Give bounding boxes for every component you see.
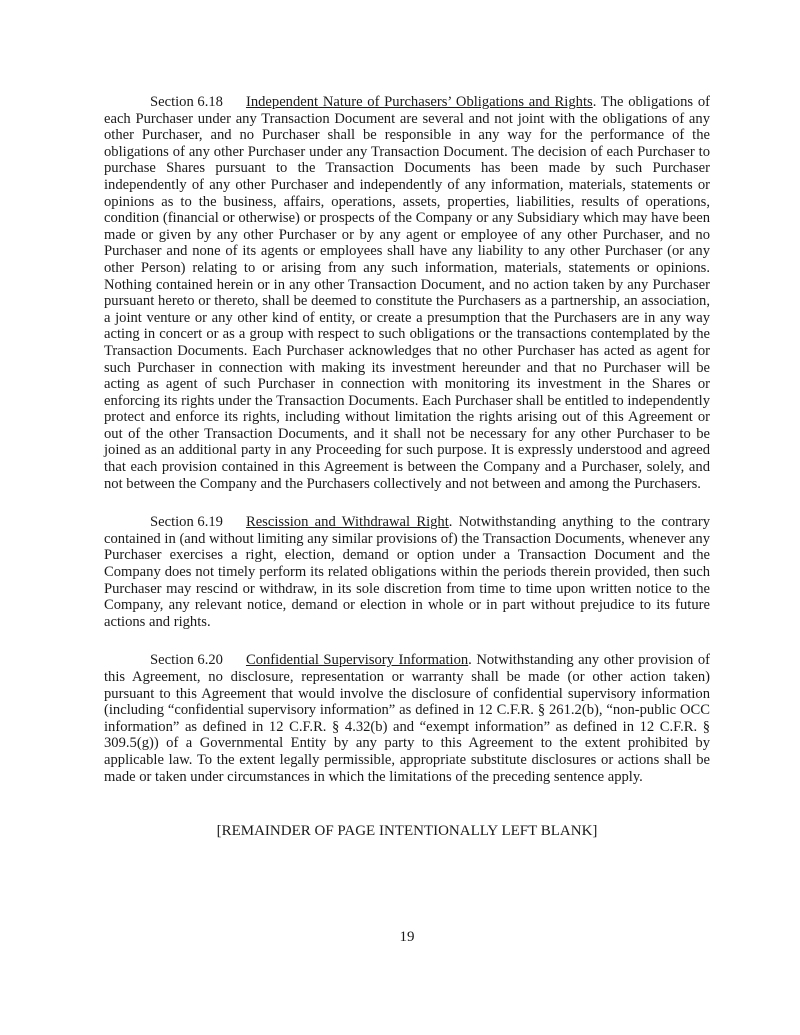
section-6-18 bbox=[104, 94, 710, 492]
section-number: Section 6.20 bbox=[150, 652, 223, 669]
section-title: Independent Nature of Purchasers’ Obligations and Rights bbox=[245, 94, 593, 110]
section-number: Section 6.18 bbox=[150, 94, 223, 110]
document-page bbox=[104, 94, 710, 807]
section-6-19 bbox=[104, 514, 710, 630]
section-body: . The obligations of each Purchaser under any Transaction Document are several and not joint with the obligations of any other Purchaser, and no Purchaser shall be responsible in any way for the performance of the obligations of any other Purchaser under any Transaction Document. The decision of each Purchaser to purchase Shares pursuant to the Transaction Documents has been made by such Purchaser independently of any other Purchaser and independently of any information, materials, statements or opinions as to the business, affairs, operations, assets, properties, liabilities, results of operations, condition (financial or otherwise) or prospects of the Company or any Subsidiary which may have been made or given by any other Purchaser or by any agent or employee of any other Purchaser, and no Purchaser and none of its agents or employees shall have any liability to any other Purchaser (or any other Person) relating to or arising from any such information, materials, statements or opinions. Nothing contained herein or in any other Transaction Document, and no action taken by any Purchaser pursuant hereto or thereto, shall be deemed to constitute the Purchasers as a partnership, an association, a joint venture or any other kind of entity, or create a presumption that the Purchasers are in any way acting in concert or as a group with respect to such obligations or the transactions contemplated by the Transaction Documents. Each Purchaser acknowledges that no other Purchaser has acted as agent for such Purchaser in connection with making its investment hereunder and that no Purchaser will be acting as agent of such Purchaser in connection with monitoring its investment in the Shares or enforcing its rights under the Transaction Documents. Each Purchaser shall be entitled to independently protect and enforce its rights, including without limitation the rights arising out of this Agreement or out of the other Transaction Documents, and it shall not be necessary for any other Purchaser to be joined as an additional party in any Proceeding for such purpose. It is expressly understood and agreed that each provision contained in this Agreement is between the Company and a Purchaser, solely, and not between the Company and the Purchasers collectively and not between and among the Purchasers. bbox=[104, 94, 710, 492]
remainder-note: [REMAINDER OF PAGE INTENTIONALLY LEFT BLANK] bbox=[216, 823, 598, 839]
page-number: 19 bbox=[399, 929, 415, 945]
section-title: Rescission and Withdrawal Right bbox=[245, 514, 449, 531]
section-body: . Notwithstanding any other provision of this Agreement, no disclosure, representation or warranty shall be made (or other action taken) pursuant to this Agreement that would involve the disclosure of confidential supervisory information (including “confidential supervisory information” as defined in 12 C.F.R. § 261.2(b), “non-public OCC information” as defined in 12 C.F.R. § 4.32(b) and “exempt information” as defined in 12 C.F.R. § 309.5(g)) of a Governmental Entity by any party to this Agreement to the extent prohibited by applicable law. To the extent legally permissible, appropriate substitute disclosures or actions shall be made or taken under circumstances in which the limitations of the preceding sentence apply. bbox=[104, 652, 710, 785]
section-title: Confidential Supervisory Information bbox=[245, 652, 469, 669]
section-body: . Notwithstanding anything to the contrary contained in (and without limiting any similar provisions of) the Transaction Documents, whenever any Purchaser exercises a right, election, demand or option under a Transaction Document and the Company does not timely perform its related obligations within the periods therein provided, then such Purchaser may rescind or withdraw, in its sole discretion from time to time upon written notice to the Company, any relevant notice, demand or election in whole or in part without prejudice to its future actions and rights. bbox=[104, 514, 711, 630]
section-6-20 bbox=[104, 652, 710, 785]
section-number: Section 6.19 bbox=[150, 514, 223, 531]
